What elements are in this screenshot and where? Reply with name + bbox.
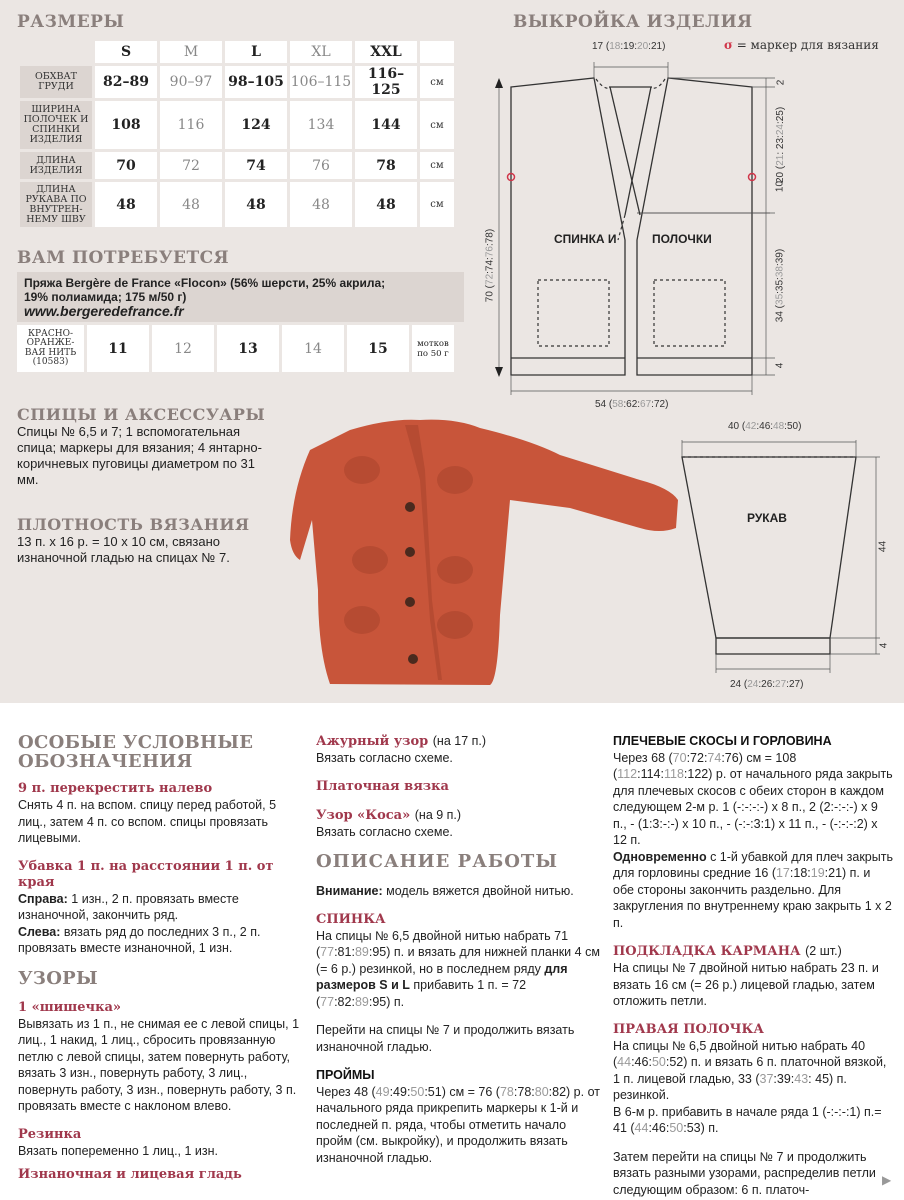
lower-length-label: 34 (35:35:38:39) (774, 248, 786, 323)
body-label-left: СПИНКА И (554, 232, 617, 246)
marker-gap-label: 10 (774, 180, 786, 193)
accessories-text: Спицы № 6,5 и 7; 1 вспомогательная спица; маркеры для вязания; 4 янтарно-коричневых пуговицы диаметром по 31 мм. (17, 424, 262, 487)
neck-width-label: 17 (18:19:20:21) (592, 41, 666, 52)
cell: 48 (225, 182, 287, 227)
size-col-l: L (225, 41, 287, 63)
body-label-right: ПОЛОЧКИ (652, 232, 712, 246)
cell: 98–105 (225, 66, 287, 98)
cell: 90–97 (160, 66, 222, 98)
cell: 106–115 (290, 66, 352, 98)
cuff-label: 4 (878, 642, 890, 649)
arrow-down-icon (495, 367, 503, 377)
unit: мотков по 50 г (412, 325, 454, 372)
shoulder-title: ПЛЕЧЕВЫЕ СКОСЫ И ГОРЛОВИНА (613, 734, 832, 748)
garter-title: Платочная вязка (316, 778, 449, 794)
right-front-title: ПРАВАЯ ПОЛОЧКА (613, 1021, 764, 1037)
pocket-right (654, 280, 725, 346)
cable-title: Узор «Коса» (на 9 п.) (316, 807, 462, 823)
yarn-color-label: КРАСНО-ОРАНЖЕ-ВАЯ НИТЬ (10583) (17, 325, 84, 372)
body-outline (511, 78, 625, 375)
marker-icon: σ (724, 38, 733, 52)
cell: 82–89 (95, 66, 157, 98)
shoulder-label: 2 (775, 79, 787, 86)
cell: 116–125 (355, 66, 417, 98)
cross-title: 9 п. перекрестить налево (18, 781, 213, 796)
column-instructions (316, 733, 601, 1166)
row-label: ДЛИНА ИЗДЕЛИЯ (20, 152, 92, 179)
unit: см (420, 152, 454, 179)
cell: 13 (217, 325, 279, 372)
cell: 48 (95, 182, 157, 227)
armhole-title: ПРОЙМЫ (316, 1068, 375, 1082)
rib-title: Резинка (18, 1126, 82, 1142)
total-length-label: 70 (72:74:76:78) (484, 228, 496, 303)
legend-title: ОСОБЫЕ УСЛОВНЫЕ ОБОЗНАЧЕНИЯ (18, 732, 254, 772)
cell: 134 (290, 101, 352, 149)
row-label: ОБХВАТ ГРУДИ (20, 66, 92, 98)
decrease-right: Справа: 1 изн., 2 п. провязать вместе изнаночной, закончить ряд. (18, 891, 239, 922)
stockinette-title: Изнаночная и лицевая гладь (18, 1167, 242, 1182)
sleeve-bottom-width-label: 24 (24:26:27:27) (730, 679, 804, 690)
brand-link[interactable]: www.bergeredefrance.fr (24, 303, 184, 319)
rib-text: Вязать попеременно 1 лиц., 1 изн. (18, 1143, 218, 1158)
size-col-m: M (160, 41, 222, 63)
back-title: СПИНКА (316, 911, 386, 927)
right-front-text-3: Затем перейти на спицы № 7 и продолжить вязать разными узорами, распределив петли следующим образом: 6 п. платоч- (613, 1149, 876, 1197)
lace-text: Вязать согласно схеме. (316, 751, 453, 765)
cell: 76 (290, 152, 352, 179)
cross-text: Снять 4 п. на вспом. спицу перед работой, 5 лиц., затем 4 п. со вспом. спицы провязать лицевыми. (18, 798, 277, 845)
unit: см (420, 66, 454, 98)
unit: см (420, 101, 454, 149)
sizes-title: РАЗМЕРЫ (17, 12, 125, 32)
yarn-line: 19% полиамида; 175 м/50 г) (24, 290, 187, 304)
back-text: На спицы № 6,5 двойной нитью набрать 71 (77:81:89:95) п. и вязать для нижней планки 4 см (= 6 р.) резинкой, но в последнем ряду для размеров S и L прибавить 1 п. = 72 (77:82:89:95) п. (316, 928, 600, 1009)
bobble-title: 1 «шишечка» (18, 999, 122, 1015)
cable-text: Вязать согласно схеме. (316, 824, 453, 839)
body-width-label: 54 (58:62:67:72) (595, 399, 669, 410)
unit: см (420, 182, 454, 227)
instructions-title: ОПИСАНИЕ РАБОТЫ (316, 851, 558, 872)
row-label: ДЛИНА РУКАВА ПО ВНУТРЕН-НЕМУ ШВУ (20, 182, 92, 227)
cardigan-photo (290, 420, 678, 685)
sleeve-top-width-label: 40 (42:46:48:50) (728, 421, 802, 432)
size-col-s: S (95, 41, 157, 63)
note: Внимание: модель вяжется двойной нитью. (316, 884, 574, 898)
cell: 14 (282, 325, 344, 372)
band-label: 4 (774, 362, 786, 369)
cell: 48 (355, 182, 417, 227)
cell: 144 (355, 101, 417, 149)
continue-arrow-icon[interactable]: ▶ (882, 1173, 892, 1187)
bobble-text: Вывязать из 1 п., не снимая ее с левой спицы, 1 лиц., 1 накид, 1 лиц., сбросить провязанную петлю с левой спицы, затем повернуть работу, вязать 3 изн., повернуть работу, 3 лиц., повернуть работу, 3 изн., повернуть работу, 3 п. провязать вместе с наклоном влево. (18, 1016, 300, 1113)
right-front-text: На спицы № 6,5 двойной нитью набрать 40 (44:46:50:52) п. и вязать 6 п. платочной вязкой, 1 п. лицевой гладью, 33 (37:39:43: 45) п. резинкой. (613, 1038, 887, 1102)
column-instructions-2 (613, 733, 893, 1198)
cell: 11 (87, 325, 149, 372)
size-col-xl: XL (290, 41, 352, 63)
armhole-text: Через 48 (49:49:50:51) см = 76 (78:78:80:82) р. от начального ряда прикрепить маркеры к 1-й и последней п. ряда, чтобы отметить начало пройм (см. выкройку), и продолжить вязать изнаночной гладью. (316, 1084, 600, 1165)
sleeve-length-label: 44 (877, 540, 889, 553)
lace-title: Ажурный узор (на 17 п.) (316, 734, 487, 749)
pocket-left (538, 280, 609, 346)
cell: 70 (95, 152, 157, 179)
pattern-title: ВЫКРОЙКА ИЗДЕЛИЯ (513, 12, 753, 32)
cell: 15 (347, 325, 409, 372)
marker-legend: σ = маркер для вязания (724, 38, 879, 52)
back-text-2: Перейти на спицы № 7 и продолжить вязать изнаночной гладью. (316, 1023, 575, 1054)
cell: 48 (160, 182, 222, 227)
decrease-left: Слева: вязать ряд до последних 3 п., 2 п. провязать вместе изнаночной, 1 изн. (18, 924, 261, 955)
cell: 124 (225, 101, 287, 149)
cell: 48 (290, 182, 352, 227)
cell: 72 (160, 152, 222, 179)
density-text: 13 п. х 16 р. = 10 х 10 см, связано изнаночной гладью на спицах № 7. (17, 534, 230, 565)
cell: 74 (225, 152, 287, 179)
sleeve-outline (682, 457, 856, 638)
density-title: ПЛОТНОСТЬ ВЯЗАНИЯ (17, 515, 250, 534)
shoulder-text: Через 68 (70:72:74:76) см = 108 (112:114:118:122) р. от начального ряда закрыть для плечевых скосов с обеих сторон в каждом следующем 2-м р. 1 (-:-:-:-) х 8 п., 2 (2:-:-:-) х 9 п., - (1:3:-:-) х 10 п., - (-:-:3:1) х 11 п., - (-:-:-:2) х 12 п. (613, 750, 893, 847)
yarn-line: Пряжа Bergère de France «Flocon» (56% шерсти, 25% акрила; (24, 276, 386, 290)
cell: 116 (160, 101, 222, 149)
pocket-title: ПОДКЛАДКА КАРМАНА (2 шт.) (613, 944, 842, 959)
size-col-xxl: XXL (355, 41, 417, 63)
row-label: ШИРИНА ПОЛОЧЕК И СПИНКИ ИЗДЕЛИЯ (20, 101, 92, 149)
cell: 78 (355, 152, 417, 179)
cell: 108 (95, 101, 157, 149)
right-front-text-2: В 6-м р. прибавить в начале ряда 1 (-:-:-:1) п.= 41 (44:46:50:53) п. (613, 1104, 882, 1135)
accessories-title: СПИЦЫ И АКСЕССУАРЫ (17, 405, 266, 424)
armhole-label: 20 (21: 23:24:25 (775, 110, 786, 183)
patterns-title: УЗОРЫ (18, 967, 98, 989)
cell: 12 (152, 325, 214, 372)
arrow-up-icon (495, 78, 503, 88)
decrease-title: Убавка 1 п. на расстоянии 1 п. от края (18, 858, 274, 890)
pocket-text: На спицы № 7 двойной нитью набрать 23 п. и вязать 16 см (= 26 р.) лицевой гладью, затем отложить петли. (613, 961, 879, 1008)
column-legend (18, 733, 303, 1183)
materials-title: ВАМ ПОТРЕБУЕТСЯ (17, 248, 230, 268)
simultaneous-text: Одновременно с 1-й убавкой для плеч закрыть для горловины средние 16 (17:18:19:21) п. и обе стороны закончить раздельно. Для закругления по внутреннему краю закрыть 1 х 2 п. (613, 849, 893, 930)
sleeve-label: РУКАВ (747, 511, 787, 525)
